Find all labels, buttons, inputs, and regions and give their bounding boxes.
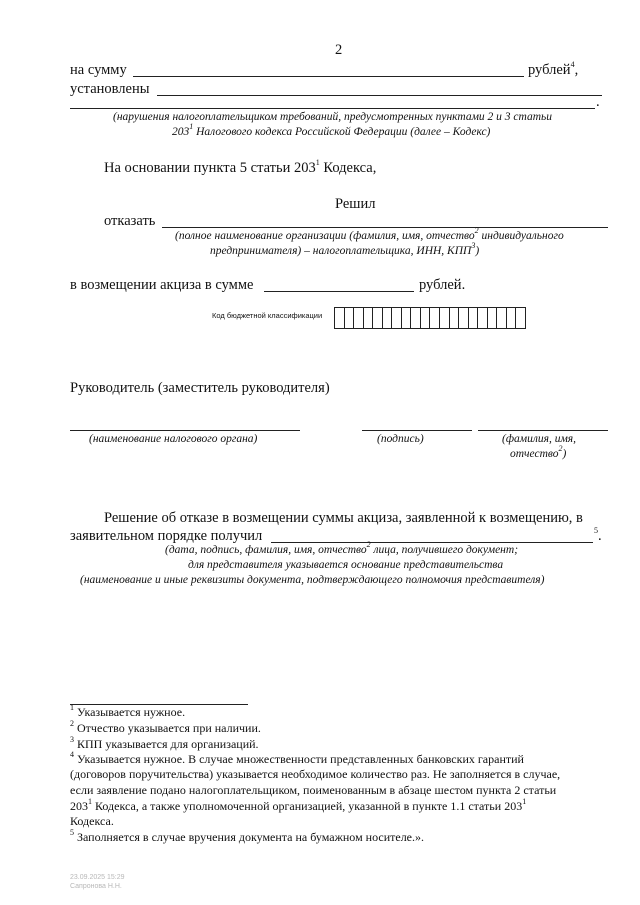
- receipt-ref: $^5$.: [594, 526, 602, 544]
- tax-organ-caption: (наименование налогового органа): [89, 433, 258, 445]
- sum-field-line: [133, 76, 524, 77]
- page-number: 2: [335, 42, 343, 58]
- kbk-digit-cell: [335, 308, 344, 328]
- footnote-4-line1: $^4$ Указывается нужное. В случае множественности представленных банковских гарантий: [70, 750, 524, 766]
- violation-note-line1: (нарушения налогоплательщиком требований, предусмотренных пунктами 2 и 3 статьи: [113, 111, 553, 123]
- registration-stamp-line2: Сапронова Н.Н.: [70, 883, 122, 890]
- kbk-digit-cell: [372, 308, 382, 328]
- refund-rub: рублей.: [419, 277, 466, 293]
- kbk-digit-cell: [363, 308, 373, 328]
- kbk-digit-cell: [429, 308, 439, 328]
- kbk-digit-cell: [420, 308, 430, 328]
- kbk-digit-cell: [449, 308, 459, 328]
- kbk-digit-cell: [382, 308, 392, 328]
- established-label: установлены: [70, 81, 150, 97]
- footnote-5: $^5$ Заполняется в случае вручения документа на бумажном носителе.».: [70, 828, 425, 844]
- kbk-digit-cell: [506, 308, 516, 328]
- established-period: .: [596, 94, 600, 110]
- footnote-4-line4: $203^1$ Кодекса, а также уполномоченной организацией, указанной в пункте 1.1 статьи $203^1$: [70, 797, 527, 813]
- established-field-line: [157, 95, 602, 96]
- organization-note-line1: (полное наименование организации (фамилия, имя, отчество$^2$ индивидуального: [175, 226, 564, 242]
- kbk-digit-cell: [353, 308, 363, 328]
- footnote-2: $^2$ Отчество указывается при наличии.: [70, 719, 261, 735]
- decision-title: Решил: [335, 196, 376, 212]
- receipt-note-line3: (наименование и иные реквизиты документа, подтверждающего полномочия представителя): [80, 574, 545, 586]
- rub-label: рублей$^4$,: [528, 60, 579, 78]
- refuse-label: отказать: [104, 213, 156, 229]
- footnote-3: $^3$ КПП указывается для организаций.: [70, 735, 259, 751]
- kbk-code-boxes: [334, 307, 526, 329]
- sum-label: на сумму: [70, 62, 127, 78]
- head-title: Руководитель (заместитель руководителя): [70, 380, 330, 396]
- name-line: [478, 430, 608, 431]
- kbk-digit-cell: [487, 308, 497, 328]
- kbk-digit-cell: [410, 308, 420, 328]
- receipt-line2: заявительном порядке получил: [70, 528, 263, 544]
- name-caption-line2: отчество$^2$): [510, 444, 567, 460]
- kbk-digit-cell: [344, 308, 354, 328]
- receipt-note-line1: (дата, подпись, фамилия, имя, отчество$^2$ лица, получившего документ;: [165, 540, 519, 556]
- footnote-4-line3: если заявление подано налогоплательщиком, поименованным в абзаце шестом пункта 2 статьи: [70, 783, 557, 797]
- receipt-note-line2: для представителя указывается основание представительства: [188, 559, 504, 571]
- refund-amount-line: [264, 291, 414, 292]
- receipt-field-line: [271, 542, 593, 543]
- tax-organ-line: [70, 430, 300, 431]
- kbk-digit-cell: [477, 308, 487, 328]
- kbk-digit-cell: [458, 308, 468, 328]
- established-field-line-2: [70, 108, 595, 109]
- footnote-4-line5: Кодекса.: [70, 814, 114, 828]
- kbk-digit-cell: [401, 308, 411, 328]
- kbk-digit-cell: [391, 308, 401, 328]
- kbk-digit-cell: [515, 308, 525, 328]
- kbk-digit-cell: [439, 308, 449, 328]
- refund-text: в возмещении акциза в сумме: [70, 277, 254, 293]
- kbk-digit-cell: [496, 308, 506, 328]
- signature-line: [362, 430, 472, 431]
- organization-field-line: [162, 227, 608, 228]
- signature-caption: (подпись): [377, 433, 424, 445]
- receipt-line1: Решение об отказе в возмещении суммы акциза, заявленной к возмещению, в: [104, 510, 583, 526]
- footnote-1: $^1$ Указывается нужное.: [70, 703, 186, 719]
- violation-note-line2: $203^1$ Налогового кодекса Российской Федерации (далее – Кодекс): [172, 122, 491, 138]
- kbk-label: Код бюджетной классификации: [212, 311, 323, 320]
- organization-note-line2: предпринимателя) – налогоплательщика, ИНН, КПП$^3$): [210, 241, 480, 257]
- kbk-digit-cell: [468, 308, 478, 328]
- footnote-4-line2: (договоров поручительства) указывается необходимое количество раз. Не заполняется в случае,: [70, 767, 561, 781]
- registration-stamp-line1: 23.09.2025 15:29: [70, 874, 125, 881]
- name-caption-line1: (фамилия, имя,: [502, 433, 577, 445]
- basis-text: На основании пункта 5 статьи $203^1$ Кодекса,: [104, 158, 377, 176]
